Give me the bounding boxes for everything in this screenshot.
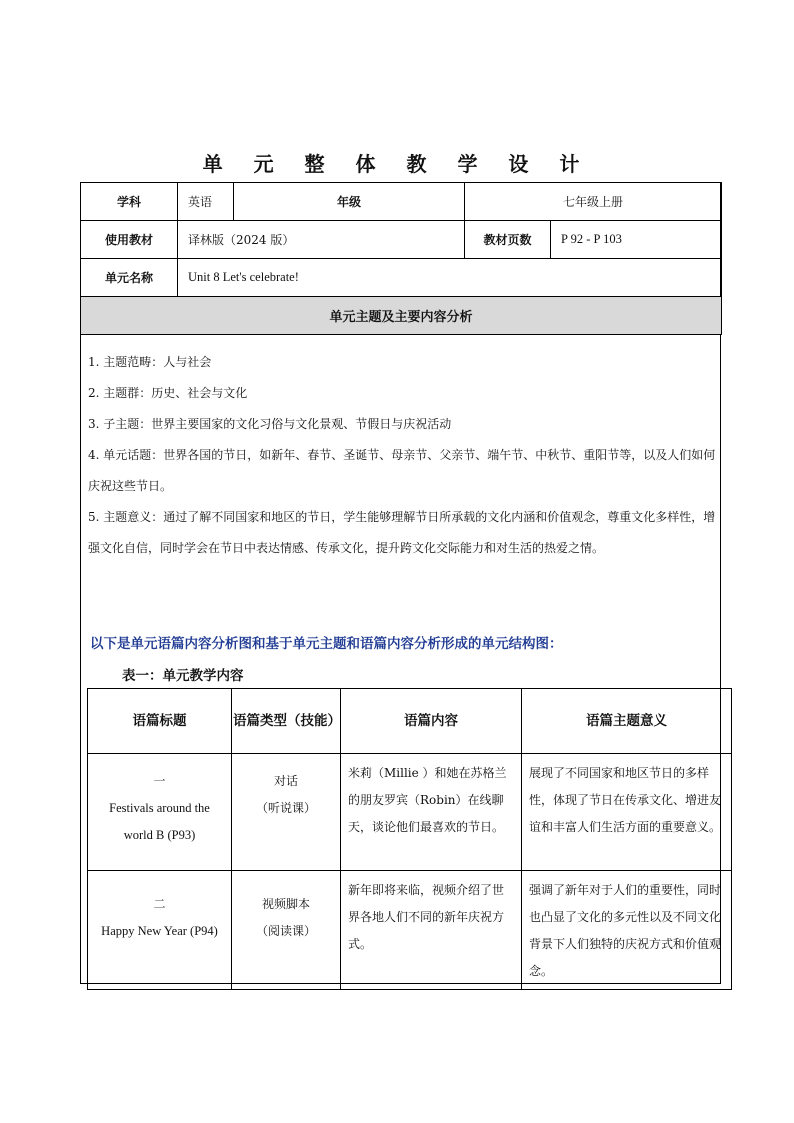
header-text-meaning: 语篇主题意义 [522, 689, 732, 754]
analysis-item: 5. 主题意义：通过了解不同国家和地区的节日，学生能够理解节日所承载的文化内涵和价值观念，尊重文化多样性，增强文化自信，同时学会在节日中表达情感、传承文化，提升跨文化交际能力和对生活的热爱之情。 [88, 510, 716, 555]
text-type: 视频脚本 [261, 897, 310, 911]
section-heading: 单元主题及主要内容分析 [81, 297, 722, 335]
unit-label: 单元名称 [81, 259, 178, 297]
content-row [88, 871, 732, 990]
text-meaning: 强调了新年对于人们的重要性，同时也凸显了文化的多元性以及不同文化背景下人们独特的庆祝方式和价值观念。 [522, 871, 732, 990]
textbook-label: 使用教材 [81, 221, 178, 259]
unit-row [81, 259, 722, 297]
text-meaning: 展现了不同国家和地区节日的多样性，体现了节日在传承文化、增进友谊和丰富人们生活方面的重要意义。 [522, 754, 732, 871]
text-title: Festivals around the world B (P93) [109, 801, 210, 842]
text-skill: （听说课） [255, 801, 316, 815]
grade-label: 年级 [234, 183, 465, 221]
text-type: 对话 [273, 774, 298, 788]
pages-value: P 92 - P 103 [551, 221, 722, 259]
header-text-title: 语篇标题 [88, 689, 232, 754]
text-content: 新年即将来临，视频介绍了世界各地人们不同的新年庆祝方式。 [341, 871, 522, 990]
header-text-content: 语篇内容 [341, 689, 522, 754]
text-number: 一 [153, 774, 166, 788]
text-title-cell [88, 871, 232, 990]
analysis-item: 4. 单元话题：世界各国的节日，如新年、春节、圣诞节、母亲节、父亲节、端午节、中秋节、重阳节等，以及人们如何庆祝这些节日。 [88, 448, 716, 493]
content-row [88, 754, 732, 871]
unit-value: Unit 8 Let's celebrate! [178, 259, 722, 297]
text-title: Happy New Year (P94) [101, 924, 218, 938]
section-heading-row [81, 297, 722, 335]
analysis-item: 1. 主题范畴：人与社会 [88, 355, 212, 369]
text-title-cell [88, 754, 232, 871]
page-title: 单 元 整 体 教 学 设 计 [202, 152, 592, 176]
grade-value: 七年级上册 [465, 183, 722, 221]
text-type-cell [232, 754, 341, 871]
unit-content-table [87, 688, 732, 990]
text-number: 二 [153, 897, 166, 911]
analysis-item: 2. 主题群：历史、社会与文化 [88, 386, 248, 400]
subject-value: 英语 [178, 183, 234, 221]
text-type-cell [232, 871, 341, 990]
theme-analysis [88, 347, 716, 564]
subject-row [81, 183, 722, 221]
subject-label: 学科 [81, 183, 178, 221]
text-skill: （阅读课） [255, 924, 316, 938]
structure-intro: 以下是单元语篇内容分析图和基于单元主题和语篇内容分析形成的单元结构图： [90, 636, 563, 652]
textbook-value: 译林版（2024 版） [178, 221, 465, 259]
info-table [80, 182, 722, 335]
table-caption: 表一：单元教学内容 [122, 668, 244, 684]
textbook-row [81, 221, 722, 259]
content-header-row [88, 689, 732, 754]
pages-label: 教材页数 [465, 221, 551, 259]
analysis-item: 3. 子主题：世界主要国家的文化习俗与文化景观、节假日与庆祝活动 [88, 417, 452, 431]
header-text-type: 语篇类型（技能） [232, 689, 341, 754]
text-content: 米莉（Millie ）和她在苏格兰的朋友罗宾（Robin）在线聊天，谈论他们最喜欢的节日。 [341, 754, 522, 871]
